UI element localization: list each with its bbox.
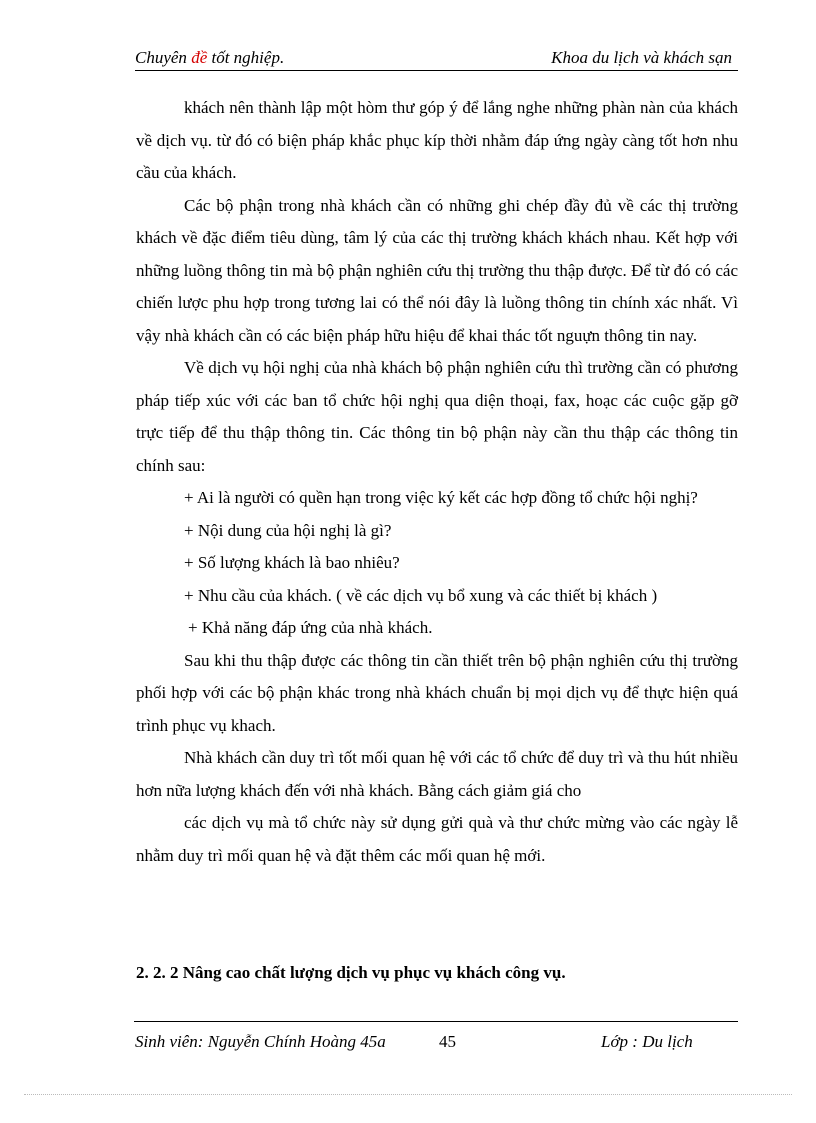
paragraph-3: Về dịch vụ hội nghị của nhà khách bộ phận nghiên cứu thì trường cần có phương pháp tiếp xúc với các ban tổ chức hội nghị qua diện thoại, fax, hoạc các cuộc gặp gỡ trực tiếp để thu thập thông tin. Các thông tin bộ phận này cần thu thập các thông tin chính sau: (136, 358, 738, 475)
list-item: + Nhu cầu của khách. ( về các dịch vụ bổ xung và các thiết bị khách ) (184, 585, 658, 605)
header-red-word: đề (191, 48, 208, 67)
paragraph-1: khách nên thành lập một hòm thư góp ý để lắng nghe những phàn nàn của khách về dịch vụ. từ đó có biện pháp khắc phục kíp thời nhằm đáp ứng ngày càng tốt hơn nhu cầu của khách. (136, 98, 738, 182)
list-item: + Khả năng đáp ứng của nhà khách. (188, 618, 433, 637)
page-number: 45 (439, 1032, 456, 1051)
page-bottom-dotted-border (24, 1094, 792, 1095)
page-header (135, 48, 738, 71)
section-heading: 2. 2. 2 Nâng cao chất lượng dịch vụ phục vụ khách công vụ. (136, 963, 566, 982)
header-left: Chuyên đề tốt nghiệp. (135, 48, 285, 67)
header-right: Khoa du lịch và khách sạn (551, 48, 732, 67)
footer-student: Sinh viên: Nguyễn Chính Hoàng 45a (135, 1032, 386, 1051)
list-item: + Ai là người có quền hạn trong việc ký kết các hợp đồng tổ chức hội nghị? (184, 488, 698, 507)
body-text (136, 92, 738, 872)
paragraph-4: Sau khi thu thập được các thông tin cần thiết trên bộ phận nghiên cứu thị trường phối hợp với các bộ phận khác trong nhà khách chuẩn bị mọi dịch vụ để thực hiện quá trình phục vụ khach. (136, 650, 738, 735)
footer-divider (134, 1021, 738, 1022)
list-item: + Số lượng khách là bao nhiêu? (184, 553, 400, 572)
paragraph-5: Nhà khách cần duy trì tốt mối quan hệ với các tổ chức để duy trì và thu hút nhiều hơn nữa lượng khách đến với nhà khách. Bằng cách giảm giá cho (136, 748, 738, 800)
paragraph-2: Các bộ phận trong nhà khách cần có những ghi chép đầy đủ về các thị trường khách về đặc điểm tiêu dùng, tâm lý của các thị trường khách khách nhau. Kết hợp với những luồng thông tin mà bộ phận nghiên cứu thị trường thu thập được. Để từ đó có các chiến lược phu hợp trong tương lai có thể nói đây là luồng thông tin chính xác nhất. Vì vậy nhà khách cần có các biện pháp hữu hiệu để khai thác tốt nguựn thông tin nay. (136, 195, 738, 345)
paragraph-6: các dịch vụ mà tổ chức này sử dụng gửi quà và thư chức mừng vào các ngày lễ nhằm duy trì mối quan hệ và đặt thêm các mối quan hệ mới. (136, 813, 738, 865)
list-item: + Nội dung của hội nghị là gì? (184, 520, 392, 540)
footer-class: Lớp : Du lịch (601, 1032, 693, 1051)
